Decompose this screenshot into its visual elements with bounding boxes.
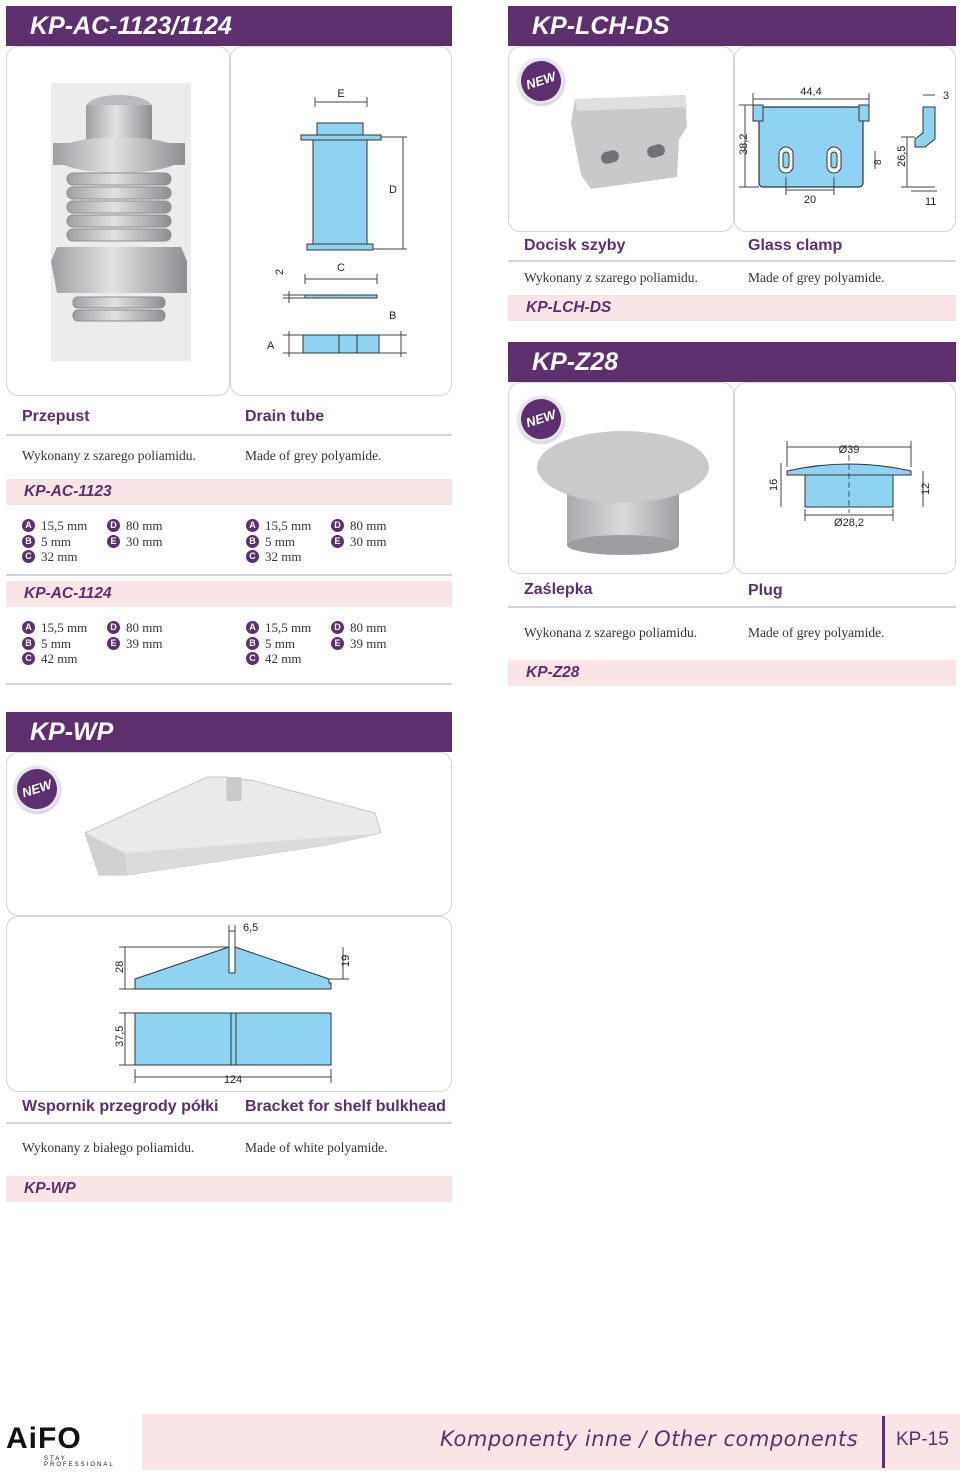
ac-title-pl: Przepust — [22, 408, 90, 425]
dim-side-top: 3 — [943, 90, 950, 102]
ac-photo-panel — [6, 46, 230, 396]
ac-header: KP-AC-1123/1124 — [6, 6, 452, 46]
ac-specs-1124-en: A 15,5 mm D 80 mm B 5 mm E 39 mm C 42 mm — [246, 620, 386, 667]
dim-width: 44,4 — [800, 86, 822, 98]
divider — [6, 574, 452, 576]
wp-desc-pl: Wykonany z białego poliamidu. — [22, 1140, 195, 1155]
dim-slot-height: 8 — [873, 159, 884, 165]
dim-depth: 37,5 — [114, 1025, 126, 1047]
wp-drawing-panel — [6, 916, 452, 1092]
ac-specs-1124-pl: A 15,5 mm D 80 mm B 5 mm E 39 mm C 42 mm — [22, 620, 162, 667]
dim-top-diameter: Ø39 — [838, 444, 860, 456]
page-number: KP-15 — [896, 1429, 949, 1450]
z28-desc-en: Made of grey polyamide. — [748, 625, 885, 640]
divider — [6, 434, 452, 436]
lch-header: KP-LCH-DS — [508, 6, 956, 46]
dim-a-label: A — [267, 340, 275, 352]
bracket-image — [7, 753, 451, 915]
ac-desc-en: Made of grey polyamide. — [245, 448, 382, 463]
new-badge: NEW — [8, 760, 66, 818]
dim-c-label: C — [337, 262, 345, 274]
dim-total-height: 16 — [768, 478, 780, 491]
wp-technical-drawing — [7, 917, 451, 1091]
lch-code: KP-LCH-DS — [508, 295, 956, 321]
badge-a: A — [22, 519, 35, 532]
ac-code-1124: KP-AC-1124 — [6, 581, 452, 607]
brand-name: AiFO — [6, 1422, 82, 1455]
ac-desc-pl: Wykonany z szarego poliamidu. — [22, 448, 196, 463]
lch-technical-drawing — [735, 47, 955, 231]
divider — [508, 606, 956, 608]
drain-tube-image — [7, 47, 229, 395]
wp-header: KP-WP — [6, 712, 452, 752]
dim-side-height: 26,5 — [896, 145, 908, 167]
z28-technical-drawing — [735, 383, 955, 573]
lch-desc-en: Made of grey polyamide. — [748, 270, 885, 285]
brand-tagline: STAY PROFESSIONAL — [44, 1456, 115, 1468]
footer-divider — [882, 1416, 885, 1468]
dim-right-height: 19 — [340, 954, 352, 967]
dim-slot-width: 6,5 — [243, 922, 259, 934]
z28-drawing-panel — [734, 382, 956, 574]
dim-d-label: D — [389, 184, 397, 196]
z28-title-pl: Zaślepka — [524, 581, 593, 598]
z28-code: KP-Z28 — [508, 660, 956, 686]
dim-left-height: 28 — [114, 960, 126, 973]
footer-section-title: Komponenty inne / Other components — [440, 1427, 859, 1451]
dim-length: 124 — [223, 1074, 243, 1086]
new-badge: NEW — [512, 390, 570, 448]
divider — [508, 260, 956, 262]
lch-title-pl: Docisk szyby — [524, 237, 626, 254]
divider — [6, 683, 452, 685]
ac-code-1123: KP-AC-1123 — [6, 479, 452, 505]
z28-desc-pl: Wykonana z szarego poliamidu. — [524, 625, 698, 640]
dim-2-label: 2 — [274, 268, 286, 275]
dim-b-label: B — [389, 310, 397, 322]
ac-technical-drawing — [231, 47, 451, 395]
dim-body-diameter: Ø28,2 — [834, 517, 864, 529]
ac-specs-1123-pl: A 15,5 mm D 80 mm B 5 mm E 30 mm C 32 mm — [22, 518, 162, 565]
wp-photo-panel — [6, 752, 452, 916]
z28-title-en: Plug — [748, 582, 783, 599]
wp-title-en: Bracket for shelf bulkhead — [245, 1098, 446, 1115]
wp-code: KP-WP — [6, 1176, 452, 1202]
new-badge: NEW — [512, 52, 570, 110]
dim-height: 38,2 — [738, 133, 750, 155]
dim-e-label: E — [337, 88, 345, 100]
lch-title-en: Glass clamp — [748, 237, 843, 254]
divider — [6, 1122, 452, 1124]
dim-body-height: 12 — [920, 482, 932, 495]
ac-title-en: Drain tube — [245, 408, 325, 425]
dim-side-width: 11 — [925, 196, 937, 208]
wp-desc-en: Made of white polyamide. — [245, 1140, 388, 1155]
lch-desc-pl: Wykonany z szarego poliamidu. — [524, 270, 698, 285]
z28-header: KP-Z28 — [508, 342, 956, 382]
aifo-logo — [6, 1424, 122, 1468]
wp-title-pl: Wspornik przegrody półki — [22, 1098, 219, 1115]
lch-drawing-panel — [734, 46, 956, 232]
dim-slot-spacing: 20 — [803, 194, 817, 206]
ac-drawing-panel — [230, 46, 452, 396]
ac-specs-1123-en: A 15,5 mm D 80 mm B 5 mm E 30 mm C 32 mm — [246, 518, 386, 565]
